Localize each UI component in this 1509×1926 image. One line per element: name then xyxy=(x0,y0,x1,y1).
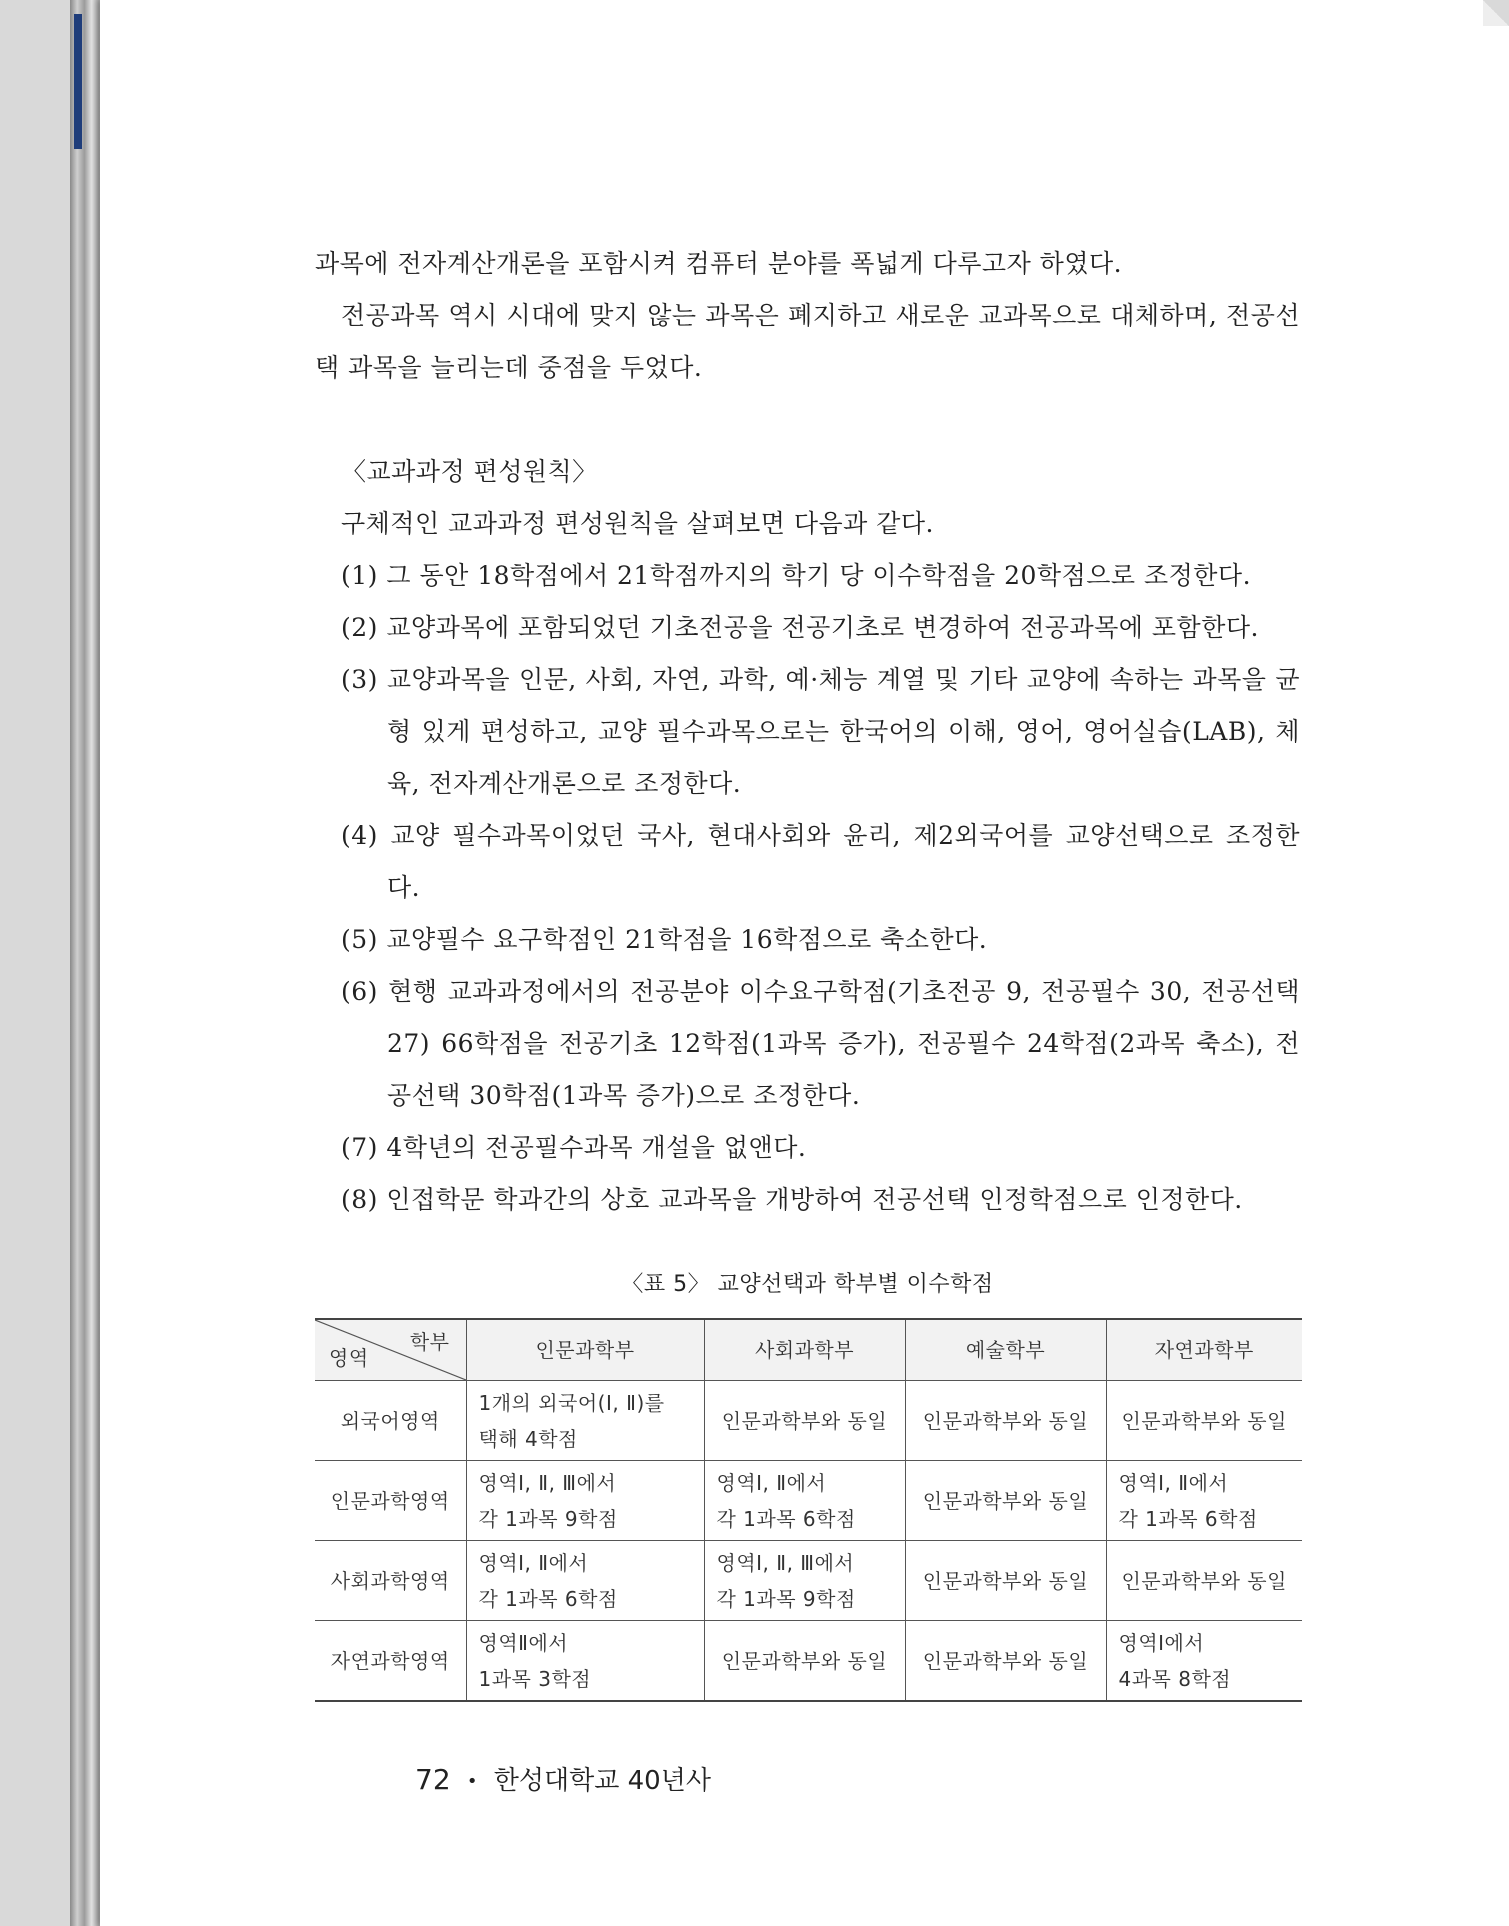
table-cell-line: 인문과학부와 동일 xyxy=(922,1648,1089,1673)
table-cell xyxy=(1106,1621,1302,1702)
corner-label-department: 학부 xyxy=(409,1330,450,1354)
table-cell xyxy=(1106,1541,1302,1621)
corner-label-area: 영역 xyxy=(329,1346,369,1370)
table-cell xyxy=(905,1541,1106,1621)
table-cell xyxy=(466,1541,704,1621)
table-cell-line: 인문과학부와 동일 xyxy=(922,1568,1089,1593)
table-cell-line: 4과목 8학점 xyxy=(1118,1666,1232,1691)
table-cell xyxy=(1106,1461,1302,1541)
table-cell-line: 각 1과목 6학점 xyxy=(1118,1506,1258,1531)
table-cell xyxy=(704,1541,905,1621)
table-cell-line: 인문과학부와 동일 xyxy=(721,1648,888,1673)
row-header-area: 사회과학영역 xyxy=(315,1541,466,1621)
table-cell-line: 1개의 외국어(Ⅰ, Ⅱ)를 xyxy=(478,1390,665,1415)
table-cell-line: 영역Ⅰ에서 xyxy=(1118,1630,1205,1655)
principle-item: (6) 현행 교과과정에서의 전공분야 이수요구학점(기초전공 9, 전공필수 30, 전공선택 27) 66학점을 전공기초 12학점(1과목 증가), 전공필수 24학점(2과목 축소), 전공선택 30학점(1과목 증가)으로 조정한다. xyxy=(341,977,1300,1110)
table-row xyxy=(315,1381,1302,1461)
principle-item: (2) 교양과목에 포함되었던 기초전공을 전공기초로 변경하여 전공과목에 포함한다. xyxy=(341,613,1259,642)
section-intro: 구체적인 교과과정 편성원칙을 살펴보면 다음과 같다. xyxy=(341,509,934,538)
table-cell xyxy=(466,1381,704,1461)
principle-item: (4) 교양 필수과목이었던 국사, 현대사회와 윤리, 제2외국어를 교양선택으로 조정한다. xyxy=(341,821,1300,902)
table-row xyxy=(315,1461,1302,1541)
book-title: 한성대학교 40년사 xyxy=(493,1766,711,1796)
table-cell-line: 각 1과목 6학점 xyxy=(478,1586,618,1611)
page-content xyxy=(315,238,1300,1702)
row-header-area: 외국어영역 xyxy=(315,1381,466,1461)
principle-item: (5) 교양필수 요구학점인 21학점을 16학점으로 축소한다. xyxy=(341,925,988,954)
table-cell xyxy=(905,1381,1106,1461)
footer-bullet: • xyxy=(466,1771,478,1792)
column-header: 사회과학부 xyxy=(704,1319,905,1381)
table-row xyxy=(315,1541,1302,1621)
table-cell-line: 영역Ⅰ, Ⅱ, Ⅲ에서 xyxy=(478,1470,617,1495)
table-cell-line: 인문과학부와 동일 xyxy=(1121,1568,1287,1593)
table-cell-line: 영역Ⅰ, Ⅱ에서 xyxy=(478,1550,589,1575)
table-cell xyxy=(905,1621,1106,1702)
table-header-row xyxy=(315,1319,1302,1381)
column-header: 인문과학부 xyxy=(466,1319,704,1381)
table-cell-line: 각 1과목 9학점 xyxy=(478,1506,618,1531)
table-cell-line: 인문과학부와 동일 xyxy=(1121,1408,1287,1433)
table-cell xyxy=(704,1381,905,1461)
table-cell xyxy=(704,1461,905,1541)
table-cell xyxy=(466,1461,704,1541)
table-cell-line: 각 1과목 9학점 xyxy=(716,1586,856,1611)
principle-item: (7) 4학년의 전공필수과목 개설을 없앤다. xyxy=(341,1133,807,1162)
table-caption: 〈표 5〉 교양선택과 학부별 이수학점 xyxy=(621,1272,994,1297)
paragraph-1: 과목에 전자계산개론을 포함시켜 컴퓨터 분야를 폭넓게 다루고자 하였다. xyxy=(315,249,1123,278)
principle-item: (1) 그 동안 18학점에서 21학점까지의 학기 당 이수학점을 20학점으로 조정한다. xyxy=(341,561,1252,590)
book-page xyxy=(100,0,1509,1926)
principle-item: (3) 교양과목을 인문, 사회, 자연, 과학, 예·체능 계열 및 기타 교양에 속하는 과목을 균형 있게 편성하고, 교양 필수과목으로는 한국어의 이해, 영어, 영어실습(LAB), 체육, 전자계산개론으로 조정한다. xyxy=(341,665,1300,798)
paragraph-2: 전공과목 역시 시대에 맞지 않는 과목은 폐지하고 새로운 교과목으로 대체하며, 전공선택 과목을 늘리는데 중점을 두었다. xyxy=(315,301,1300,382)
column-header: 예술학부 xyxy=(905,1319,1106,1381)
table-cell-line: 영역Ⅰ, Ⅱ, Ⅲ에서 xyxy=(716,1550,855,1575)
table-cell-line: 영역Ⅱ에서 xyxy=(478,1630,569,1655)
column-header: 자연과학부 xyxy=(1106,1319,1302,1381)
page-footer xyxy=(415,1760,711,1797)
table-cell xyxy=(704,1621,905,1702)
book-spine-band xyxy=(74,14,82,149)
page-corner xyxy=(1483,0,1509,26)
table-cell xyxy=(905,1461,1106,1541)
credits-table xyxy=(315,1318,1302,1702)
principle-item: (8) 인접학문 학과간의 상호 교과목을 개방하여 전공선택 인정학점으로 인정한다. xyxy=(341,1185,1243,1214)
row-header-area: 인문과학영역 xyxy=(315,1461,466,1541)
table-cell xyxy=(466,1621,704,1702)
table-cell-line: 인문과학부와 동일 xyxy=(922,1488,1089,1513)
table-cell-line: 각 1과목 6학점 xyxy=(716,1506,856,1531)
table-cell-line: 택해 4학점 xyxy=(478,1426,578,1451)
row-header-area: 자연과학영역 xyxy=(315,1621,466,1702)
table-row xyxy=(315,1621,1302,1702)
table-cell-line: 영역Ⅰ, Ⅱ에서 xyxy=(1118,1470,1229,1495)
page-number: 72 xyxy=(415,1763,451,1796)
corner-header-cell xyxy=(315,1319,466,1381)
table-cell-line: 1과목 3학점 xyxy=(478,1666,592,1691)
table-cell-line: 영역Ⅰ, Ⅱ에서 xyxy=(716,1470,827,1495)
table-cell-line: 인문과학부와 동일 xyxy=(922,1408,1089,1433)
table-cell-line: 인문과학부와 동일 xyxy=(721,1408,888,1433)
table-cell xyxy=(1106,1381,1302,1461)
section-title: 〈교과과정 편성원칙〉 xyxy=(341,457,598,486)
